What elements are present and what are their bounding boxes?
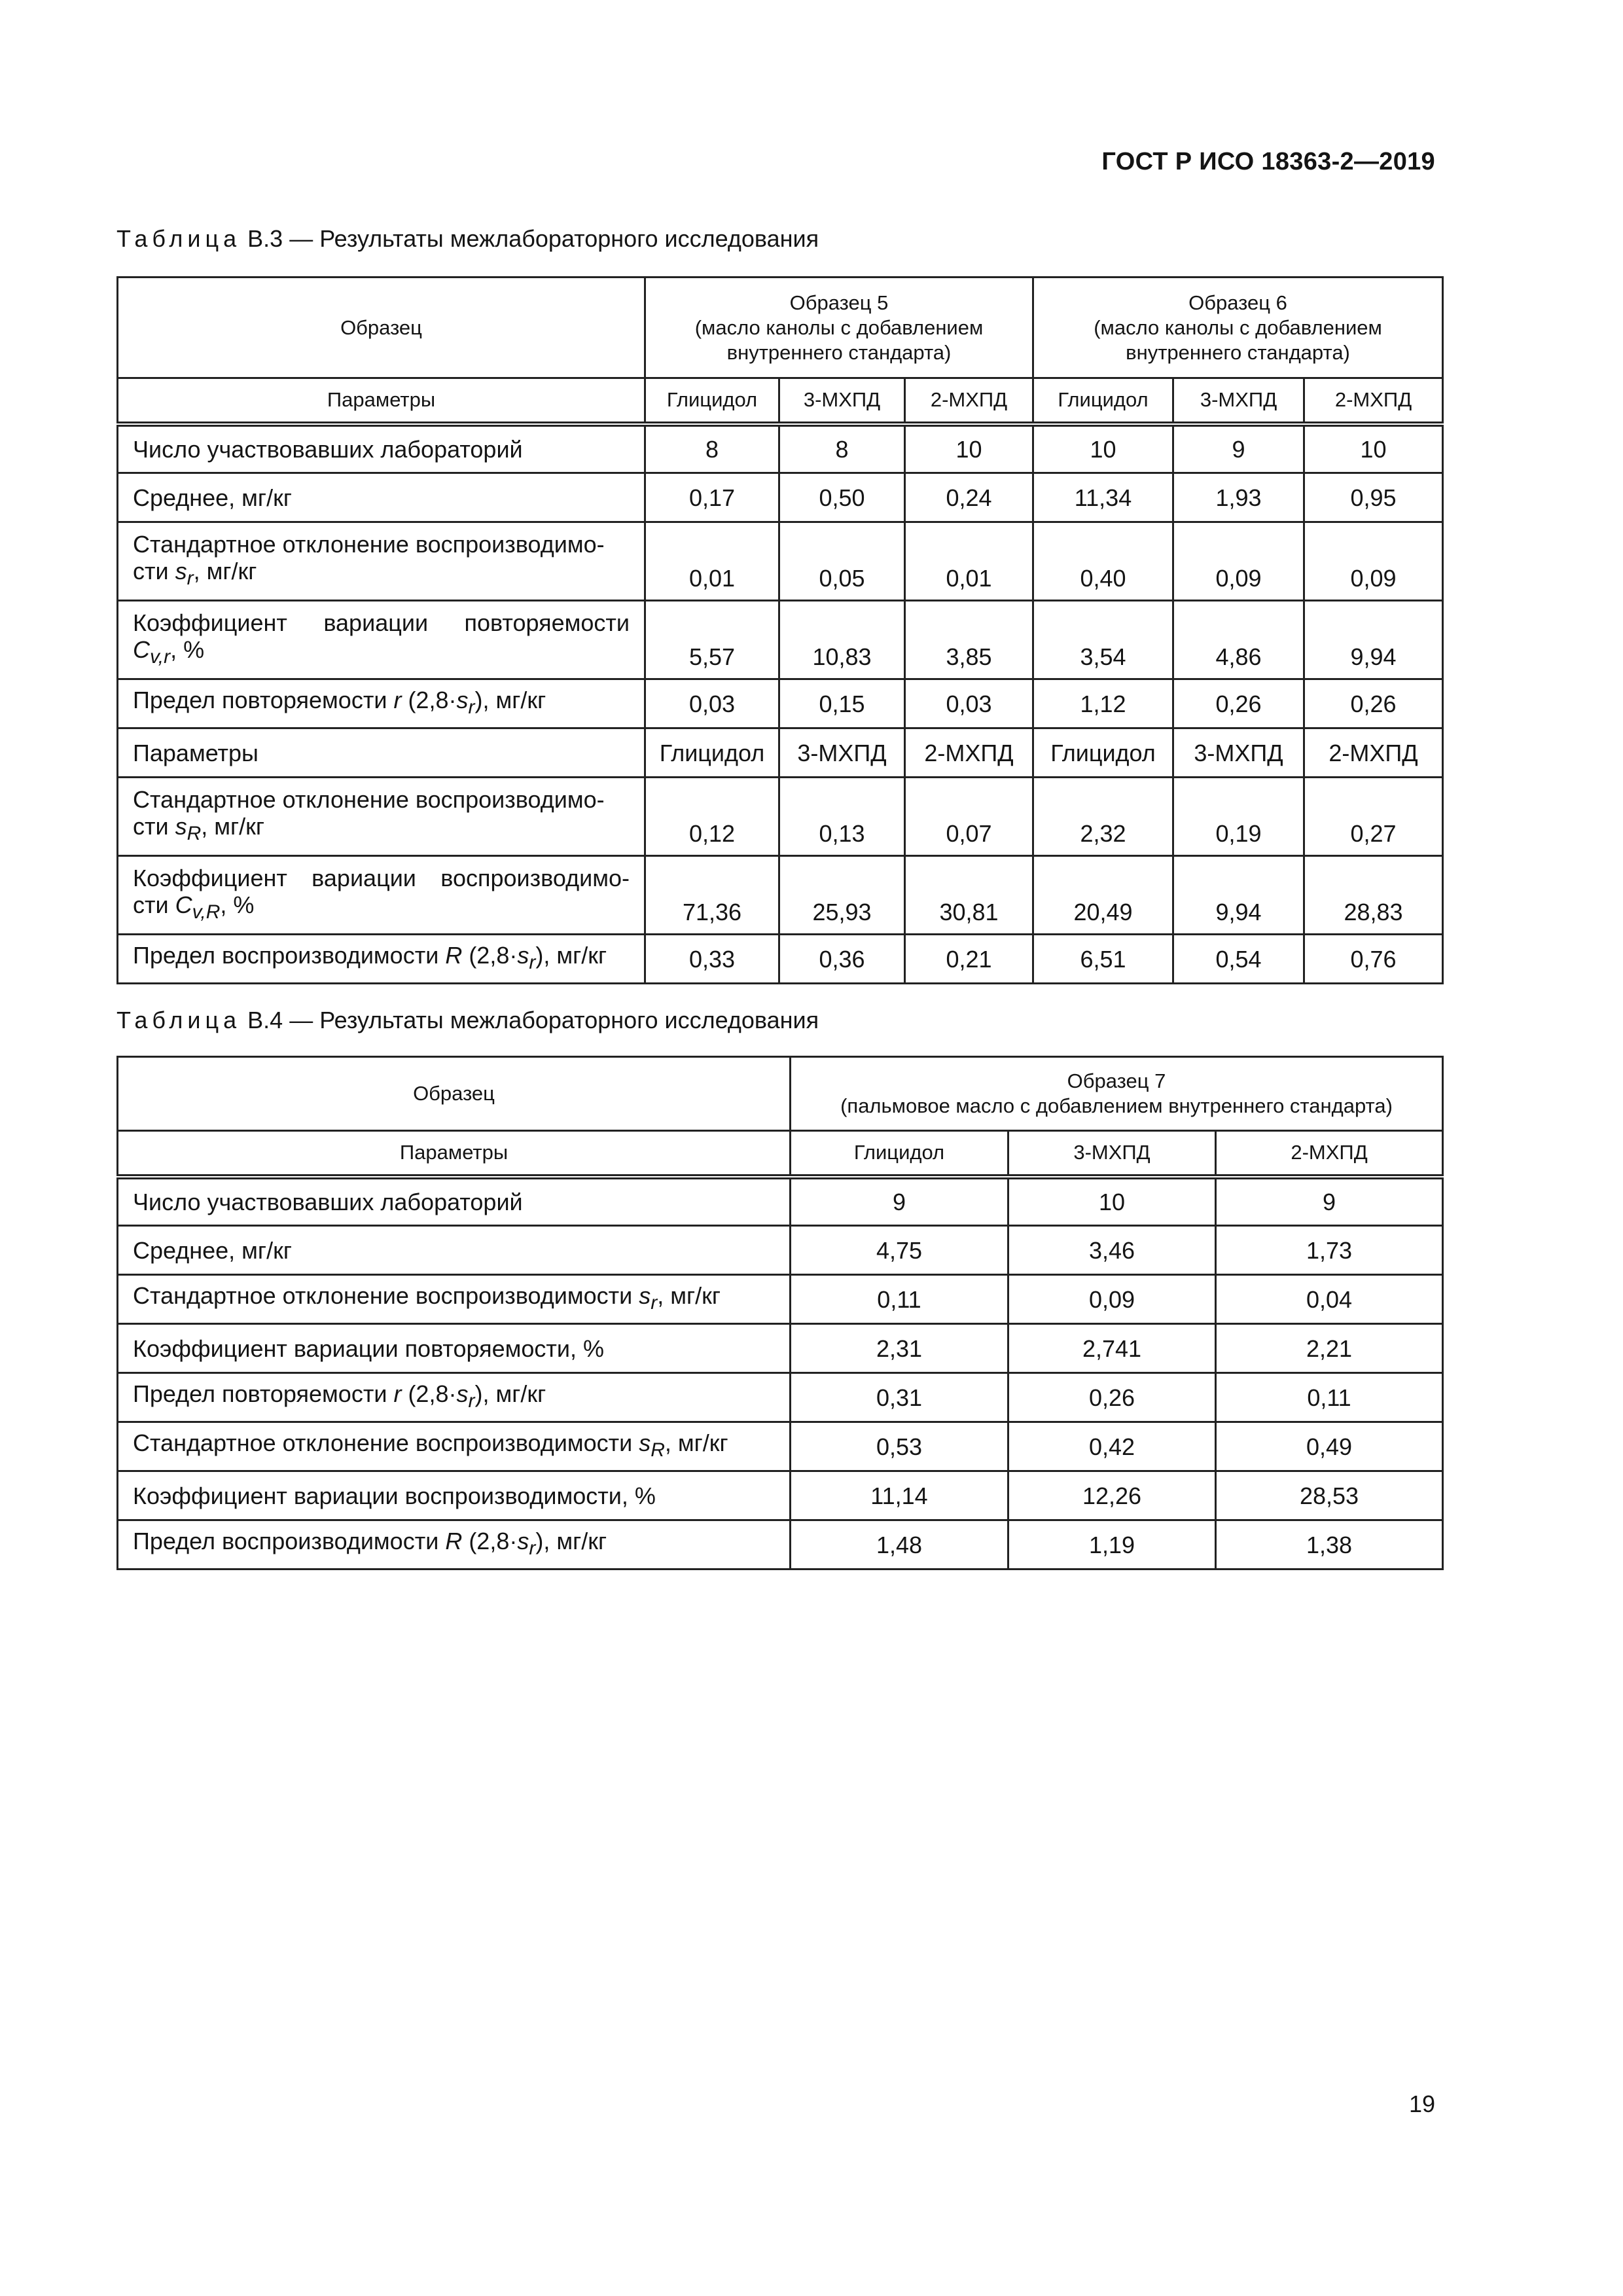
symbol: s — [639, 1429, 651, 1456]
sample5-desc-2: внутреннего стандарта) — [726, 340, 952, 364]
cell: 1,93 — [1173, 473, 1304, 522]
row-label — [118, 778, 645, 856]
row-label — [118, 1275, 791, 1324]
col-header: Глицидол — [791, 1131, 1008, 1177]
symbol: r — [393, 1380, 402, 1407]
label-text: (2,8· — [462, 1527, 518, 1554]
subscript: v,r — [150, 646, 171, 668]
cell: 1,48 — [791, 1520, 1008, 1570]
cell: 1,19 — [1008, 1520, 1216, 1570]
col-header: 2-МХПД — [1216, 1131, 1443, 1177]
table-row — [118, 935, 1443, 984]
cell: 3,85 — [905, 601, 1033, 679]
cell: 0,21 — [905, 935, 1033, 984]
cell: 0,12 — [645, 778, 779, 856]
table-b4 — [116, 1056, 1444, 1570]
table-b3 — [116, 276, 1444, 984]
label-text: сти — [133, 891, 175, 918]
cell: 0,07 — [905, 778, 1033, 856]
row-label — [118, 856, 645, 935]
cell: 0,05 — [779, 522, 905, 601]
symbol: s — [175, 812, 187, 840]
row-label — [118, 1520, 791, 1570]
cell: 9 — [1173, 424, 1304, 473]
label-text: (2,8· — [462, 941, 518, 969]
sample7-header — [791, 1057, 1443, 1131]
cell: 9,94 — [1304, 601, 1443, 679]
cell: 3,46 — [1008, 1226, 1216, 1275]
cell: 2,32 — [1033, 778, 1173, 856]
table-row — [118, 728, 1443, 778]
cell: 1,38 — [1216, 1520, 1443, 1570]
sample7-title: Образец 7 — [1067, 1069, 1166, 1092]
col-header: 3-МХПД — [1173, 378, 1304, 424]
cell: 0,03 — [645, 679, 779, 728]
row-label-line — [133, 813, 630, 847]
cell: 71,36 — [645, 856, 779, 935]
cell: 12,26 — [1008, 1471, 1216, 1520]
row-label-line — [133, 636, 630, 670]
page-number: 19 — [1408, 2090, 1435, 2117]
col-header: Глицидол — [645, 378, 779, 424]
table-row — [118, 1422, 1443, 1471]
cell: 0,11 — [1216, 1373, 1443, 1422]
row-label: Число участвовавших лабораторий — [118, 1177, 791, 1226]
cell: 3-МХПД — [779, 728, 905, 778]
label-text: (2,8· — [401, 1380, 457, 1407]
col-header: 3-МХПД — [779, 378, 905, 424]
cell: 0,26 — [1304, 679, 1443, 728]
sample-header-cell: Образец — [118, 278, 645, 378]
cell: 25,93 — [779, 856, 905, 935]
label-text: ), мг/кг — [474, 1380, 546, 1407]
cell: 9,94 — [1173, 856, 1304, 935]
table-row — [118, 1177, 1443, 1226]
cell: 2,741 — [1008, 1324, 1216, 1373]
cell: 0,01 — [645, 522, 779, 601]
row-label: Среднее, мг/кг — [118, 473, 645, 522]
cell: Глицидол — [1033, 728, 1173, 778]
table-row — [118, 679, 1443, 728]
label-text: , мг/кг — [201, 812, 265, 840]
row-label: Число участвовавших лабораторий — [118, 424, 645, 473]
cell: 0,15 — [779, 679, 905, 728]
cell: 0,33 — [645, 935, 779, 984]
col-header: 3-МХПД — [1008, 1131, 1216, 1177]
cell: 2-МХПД — [905, 728, 1033, 778]
table-row — [118, 1373, 1443, 1422]
cell: 28,53 — [1216, 1471, 1443, 1520]
row-label-line: Стандартное отклонение воспроизводимо- — [133, 785, 605, 813]
label-text: Стандартное отклонение воспроизводимости — [133, 1429, 639, 1456]
cell: 0,36 — [779, 935, 905, 984]
table-b3-caption — [116, 225, 819, 253]
row-label: Коэффициент вариации воспроизводимости, % — [118, 1471, 791, 1520]
cell: 0,09 — [1173, 522, 1304, 601]
subscript: r — [468, 1390, 475, 1412]
cell: 10 — [905, 424, 1033, 473]
label-text: Стандартное отклонение воспроизводимости — [133, 1282, 639, 1309]
cell: 3,54 — [1033, 601, 1173, 679]
row-label — [118, 935, 645, 984]
params-header-cell: Параметры — [118, 378, 645, 424]
cell: 0,26 — [1173, 679, 1304, 728]
cell: 2,31 — [791, 1324, 1008, 1373]
row-label: Коэффициент вариации повторяемости, % — [118, 1324, 791, 1373]
label-text: (2,8· — [401, 686, 457, 713]
symbol: R — [445, 1527, 463, 1554]
sample-header-cell: Образец — [118, 1057, 791, 1131]
cell: 10 — [1304, 424, 1443, 473]
sample6-desc-1: (масло канолы с добавлением — [1094, 315, 1382, 339]
row-label-line: Коэффициент вариации повторяемости — [133, 609, 630, 636]
sample6-header — [1033, 278, 1443, 378]
label-text: ), мг/кг — [535, 941, 607, 969]
cell: 0,01 — [905, 522, 1033, 601]
cell: 0,13 — [779, 778, 905, 856]
symbol: s — [456, 686, 469, 713]
subscript: R — [187, 823, 202, 845]
col-header: Глицидол — [1033, 378, 1173, 424]
cell: 1,73 — [1216, 1226, 1443, 1275]
subscript: r — [187, 567, 194, 590]
cell: 9 — [1216, 1177, 1443, 1226]
cell: 11,14 — [791, 1471, 1008, 1520]
sample6-title: Образец 6 — [1188, 291, 1287, 314]
cell: 0,42 — [1008, 1422, 1216, 1471]
label-text: , % — [220, 891, 255, 918]
row-label — [118, 1373, 791, 1422]
cell: 8 — [779, 424, 905, 473]
label-text: , мг/кг — [664, 1429, 728, 1456]
table-row — [118, 522, 1443, 601]
label-text: Предел повторяемости — [133, 1380, 394, 1407]
table-row — [118, 1275, 1443, 1324]
subscript: r — [529, 952, 536, 974]
row-label-line: Коэффициент вариации воспроизводимо- — [133, 864, 630, 891]
symbol: r — [393, 686, 402, 713]
table-row — [118, 1520, 1443, 1570]
cell: 6,51 — [1033, 935, 1173, 984]
sample5-desc-1: (масло канолы с добавлением — [694, 315, 984, 339]
sample7-desc: (пальмовое масло с добавлением внутреннего стандарта) — [840, 1094, 1393, 1117]
cell: 0,11 — [791, 1275, 1008, 1324]
cell: 10,83 — [779, 601, 905, 679]
symbol: C — [175, 891, 192, 918]
table-row — [118, 856, 1443, 935]
sample6-desc-2: внутреннего стандарта) — [1126, 340, 1350, 364]
subscript: R — [651, 1439, 665, 1462]
label-text: Предел воспроизводимости — [133, 941, 446, 969]
table-b4-caption-text: В.4 — Результаты межлабораторного исследования — [241, 1007, 819, 1033]
label-text: , мг/кг — [657, 1282, 721, 1309]
cell: 0,54 — [1173, 935, 1304, 984]
symbol: R — [445, 941, 463, 969]
label-text: ), мг/кг — [474, 686, 546, 713]
sample5-title: Образец 5 — [789, 291, 889, 314]
table-row — [118, 601, 1443, 679]
cell: 0,09 — [1008, 1275, 1216, 1324]
params-header-cell: Параметры — [118, 1131, 791, 1177]
label-text: , мг/кг — [193, 557, 257, 584]
cell: 10 — [1033, 424, 1173, 473]
symbol: C — [133, 636, 150, 663]
cell: 8 — [645, 424, 779, 473]
cell: 20,49 — [1033, 856, 1173, 935]
cell: 3-МХПД — [1173, 728, 1304, 778]
cell: 0,26 — [1008, 1373, 1216, 1422]
cell: 0,49 — [1216, 1422, 1443, 1471]
table-b3-caption-text: В.3 — Результаты межлабораторного исследования — [241, 225, 819, 252]
cell: 30,81 — [905, 856, 1033, 935]
cell: 0,95 — [1304, 473, 1443, 522]
row-label-line — [133, 558, 630, 592]
label-text: сти — [133, 812, 175, 840]
col-header: 2-МХПД — [1304, 378, 1443, 424]
cell: 0,04 — [1216, 1275, 1443, 1324]
subscript: r — [651, 1292, 658, 1314]
row-label — [118, 522, 645, 601]
cell: 0,19 — [1173, 778, 1304, 856]
label-text: Предел воспроизводимости — [133, 1527, 446, 1554]
cell: 0,24 — [905, 473, 1033, 522]
cell: 0,09 — [1304, 522, 1443, 601]
cell: 4,75 — [791, 1226, 1008, 1275]
symbol: s — [517, 1527, 529, 1554]
row-label — [118, 601, 645, 679]
table-row — [118, 1324, 1443, 1373]
row-label — [118, 1422, 791, 1471]
row-label — [118, 679, 645, 728]
label-text: Предел повторяемости — [133, 686, 394, 713]
symbol: s — [175, 557, 187, 584]
table-b3-caption-word: Таблица — [116, 225, 241, 252]
subscript: v,R — [192, 901, 221, 924]
cell: 2,21 — [1216, 1324, 1443, 1373]
cell: 10 — [1008, 1177, 1216, 1226]
cell: 0,76 — [1304, 935, 1443, 984]
cell: 2-МХПД — [1304, 728, 1443, 778]
label-text: сти — [133, 557, 175, 584]
symbol: s — [517, 941, 529, 969]
table-row — [118, 424, 1443, 473]
row-label-line — [133, 891, 630, 925]
cell: 9 — [791, 1177, 1008, 1226]
row-label: Параметры — [118, 728, 645, 778]
cell: 0,31 — [791, 1373, 1008, 1422]
cell: 28,83 — [1304, 856, 1443, 935]
subscript: r — [529, 1537, 536, 1560]
table-b4-caption-word: Таблица — [116, 1007, 241, 1033]
table-b4-caption — [116, 1007, 819, 1034]
table-row — [118, 1471, 1443, 1520]
table-row — [118, 473, 1443, 522]
table-row — [118, 778, 1443, 856]
sample5-header — [645, 278, 1033, 378]
label-text: ), мг/кг — [535, 1527, 607, 1554]
subscript: r — [468, 696, 475, 719]
cell: Глицидол — [645, 728, 779, 778]
table-row — [118, 1226, 1443, 1275]
cell: 0,03 — [905, 679, 1033, 728]
row-label-line: Стандартное отклонение воспроизводимо- — [133, 530, 605, 558]
cell: 0,40 — [1033, 522, 1173, 601]
cell: 0,17 — [645, 473, 779, 522]
document-code: ГОСТ Р ИСО 18363-2—2019 — [1101, 148, 1435, 175]
symbol: s — [456, 1380, 469, 1407]
col-header: 2-МХПД — [905, 378, 1033, 424]
cell: 11,34 — [1033, 473, 1173, 522]
label-text: , % — [170, 636, 205, 663]
cell: 5,57 — [645, 601, 779, 679]
symbol: s — [639, 1282, 651, 1309]
cell: 4,86 — [1173, 601, 1304, 679]
cell: 0,50 — [779, 473, 905, 522]
cell: 1,12 — [1033, 679, 1173, 728]
cell: 0,53 — [791, 1422, 1008, 1471]
cell: 0,27 — [1304, 778, 1443, 856]
row-label: Среднее, мг/кг — [118, 1226, 791, 1275]
